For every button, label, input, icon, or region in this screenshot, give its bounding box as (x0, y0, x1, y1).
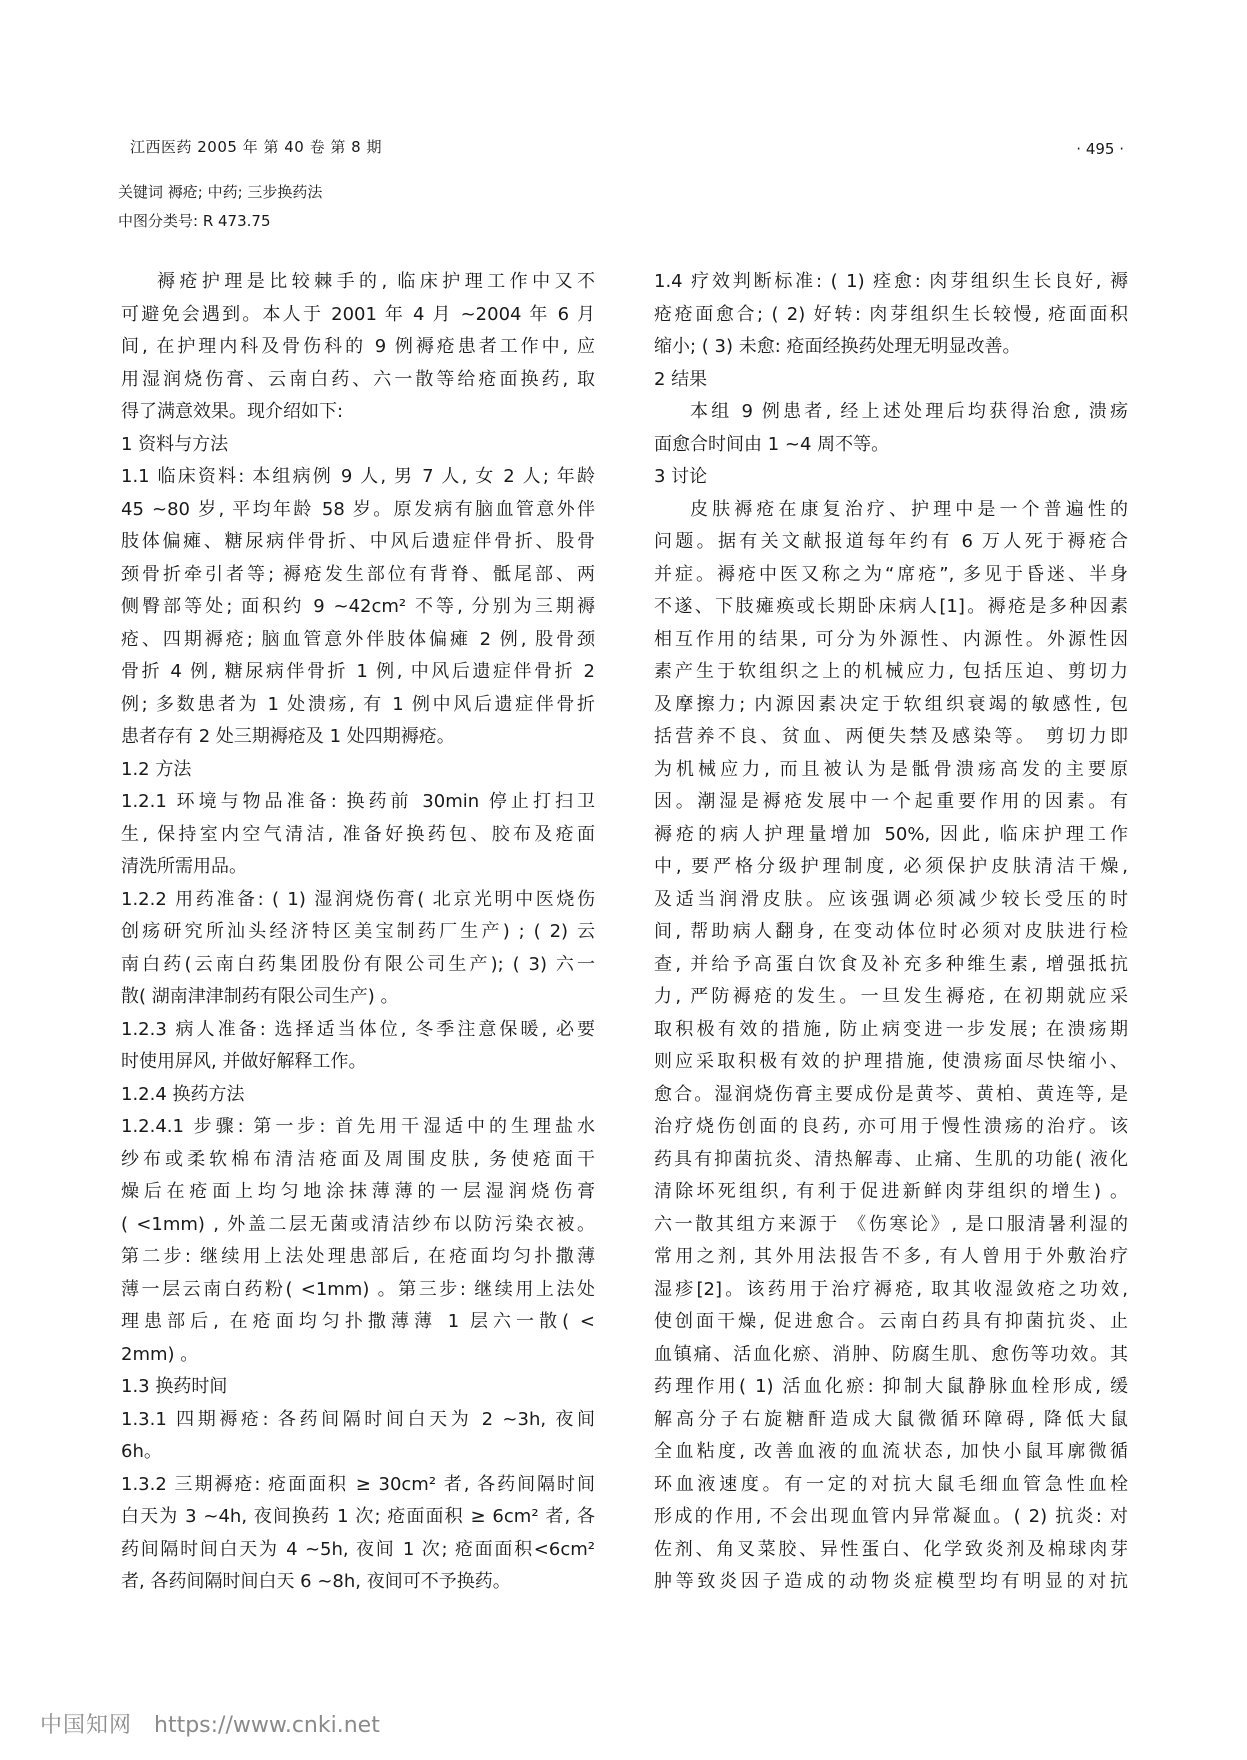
journal-header: 江西医药 2005 年 第 40 卷 第 8 期 (130, 138, 382, 156)
text-line: 湿疹[2]。该药用于治疗褥疮, 取其收湿敛疮之功效, (654, 1278, 1128, 1300)
text-line: 2mm) 。 (121, 1343, 199, 1365)
text-line: 第二步: 继续用上法处理患部后, 在疮面均匀扑撒薄 (121, 1246, 595, 1267)
text-line: 理患部后, 在疮面均匀扑撒薄薄 1 层六一散( < (121, 1311, 595, 1332)
text-line: 肢体偏瘫、糖尿病伴骨折、中风后遗症伴骨折、股骨 (121, 531, 595, 552)
text-line: 因。潮湿是褥疮发展中一个起重要作用的因素。有 (654, 791, 1128, 812)
text-line: 1.3.2 三期褥疮: 疮面面积 ≥ 30cm² 者, 各药间隔时间 (121, 1473, 595, 1495)
text-line: 1.4 疗效判断标准: ( 1) 痊愈: 肉芽组织生长良好, 褥 (654, 271, 1128, 292)
text-line: 佐剂、角叉菜胶、异性蛋白、化学致炎剂及棉球肉芽 (654, 1538, 1128, 1560)
text-line: 中, 要严格分级护理制度, 必须保护皮肤清洁干燥, (654, 856, 1128, 877)
text-line: 可避免会遇到。本人于 2001 年 4 月 ~2004 年 6 月 (121, 303, 595, 325)
text-line: 六一散其组方来源于 《伤寒论》, 是口服清暑利湿的 (654, 1213, 1128, 1235)
text-line: 纱布或柔软棉布清洁疮面及周围皮肤, 务使疮面干 (121, 1148, 595, 1170)
text-line: 1.1 临床资料: 本组病例 9 人, 男 7 人, 女 2 人; 年龄 (121, 466, 595, 487)
text-line: 则应采取积极有效的护理措施, 使溃疡面尽快缩小、 (654, 1051, 1128, 1072)
text-line: 肿等致炎因子造成的动物炎症模型均有明显的对抗 (654, 1571, 1128, 1592)
text-line: 疮疮面愈合; ( 2) 好转: 肉芽组织生长较慢, 疮面面积 (654, 303, 1128, 325)
text-line: 1.2.3 病人准备: 选择适当体位, 冬季注意保暖, 必要 (121, 1018, 595, 1040)
text-line: 时使用屏风, 并做好解释工作。 (121, 1051, 367, 1072)
text-line: 血镇痛、活血化瘀、消肿、防腐生肌、愈伤等功效。其 (654, 1343, 1128, 1365)
text-line: 使创面干燥, 促进愈合。云南白药具有抑菌抗炎、止 (654, 1311, 1128, 1332)
text-line: 45 ~80 岁, 平均年龄 58 岁。原发病有脑血管意外伴 (121, 498, 595, 520)
text-line: 燥后在疮面上均匀地涂抹薄薄的一层湿润烧伤膏 (121, 1181, 595, 1202)
text-line: 者, 各药间隔时间白天 6 ~8h, 夜间可不予换药。 (121, 1571, 511, 1592)
text-line: 相互作用的结果, 可分为外源性、内源性。外源性因 (654, 628, 1128, 650)
text-line: 2 结果 (654, 368, 708, 390)
text-line: 薄一层云南白药粉( <1mm) 。第三步: 继续用上法处 (121, 1278, 595, 1300)
text-line: 药理作用( 1) 活血化瘀: 抑制大鼠静脉血栓形成, 缓 (654, 1376, 1128, 1397)
right-column (654, 266, 1128, 1599)
text-line: 治疗烧伤创面的良药, 亦可用于慢性溃疡的治疗。该 (654, 1116, 1128, 1137)
text-line: 取积极有效的措施, 防止病变进一步发展; 在溃疡期 (654, 1018, 1128, 1040)
text-line: 褥疮的病人护理量增加 50%, 因此, 临床护理工作 (654, 823, 1128, 845)
text-line: 药间隔时间白天为 4 ~5h, 夜间 1 次; 疮面面积<6cm² (121, 1538, 595, 1560)
text-line: 解高分子右旋糖酐造成大鼠微循环障碍, 降低大鼠 (654, 1408, 1128, 1430)
watermark-brand: 中国知网 (40, 1713, 133, 1738)
text-line: 清洗所需用品。 (121, 856, 247, 877)
text-line: 创疡研究所汕头经济特区美宝制药厂生产) ; ( 2) 云 (121, 921, 595, 942)
text-line: 侧臀部等处; 面积约 9 ~42cm² 不等, 分别为三期褥 (121, 596, 595, 617)
text-line: 为机械应力, 而且被认为是骶骨溃疡高发的主要原 (654, 758, 1128, 780)
text-line: 3 讨论 (654, 466, 708, 487)
text-line: 环血液速度。有一定的对抗大鼠毛细血管急性血栓 (654, 1473, 1128, 1495)
text-line: 散( 湖南津津制药有限公司生产) 。 (121, 986, 399, 1007)
left-column (121, 266, 595, 1599)
text-line: 间, 在护理内科及骨伤科的 9 例褥疮患者工作中, 应 (121, 336, 595, 357)
text-line: 及摩擦力; 内源因素决定于软组织衰竭的敏感性, 包 (654, 693, 1128, 715)
text-line: 及适当润滑皮肤。应该强调必须减少较长受压的时 (654, 888, 1128, 910)
text-line: 药具有抑菌抗炎、清热解毒、止痛、生肌的功能( 液化 (654, 1148, 1128, 1170)
text-line: 全血粘度, 改善血液的血流状态, 加快小鼠耳廓微循 (654, 1441, 1128, 1462)
text-line: 患者存有 2 处三期褥疮及 1 处四期褥疮。 (121, 726, 455, 747)
text-line: 1.2.4.1 步骤: 第一步: 首先用干湿适中的生理盐水 (121, 1116, 595, 1137)
text-line: 清除坏死组织, 有利于促进新鲜肉芽组织的增生) 。 (654, 1181, 1128, 1202)
text-line: 褥疮护理是比较棘手的, 临床护理工作中又不 (157, 271, 595, 292)
text-line: 问题。据有关文献报道每年约有 6 万人死于褥疮合 (654, 531, 1128, 552)
text-line: 南白药(云南白药集团股份有限公司生产); ( 3) 六一 (121, 953, 595, 975)
text-line: 1 资料与方法 (121, 433, 229, 455)
text-line: 1.2.1 环境与物品准备: 换药前 30min 停止打扫卫 (121, 791, 595, 812)
text-line: ( <1mm) , 外盖二层无菌或清洁纱布以防污染衣被。 (121, 1213, 595, 1235)
text-line: 1.3 换药时间 (121, 1376, 228, 1397)
text-line: 缩小; ( 3) 未愈: 疮面经换药处理无明显改善。 (654, 336, 1021, 357)
text-line: 愈合。湿润烧伤膏主要成份是黄芩、黄柏、黄连等, 是 (654, 1083, 1128, 1105)
text-line: 查, 并给予高蛋白饮食及补充多种维生素, 增强抵抗 (654, 953, 1128, 975)
text-line: 得了满意效果。现介绍如下: (121, 401, 344, 422)
text-line: 间, 帮助病人翻身, 在变动体位时必须对皮肤进行检 (654, 921, 1128, 942)
text-line: 白天为 3 ~4h, 夜间换药 1 次; 疮面面积 ≥ 6cm² 者, 各 (121, 1506, 595, 1527)
cnki-watermark (40, 1708, 380, 1739)
watermark-url: https://www.cnki.net (154, 1713, 380, 1738)
text-line: 1.3.1 四期褥疮: 各药间隔时间白天为 2 ~3h, 夜间 (121, 1408, 595, 1430)
text-line: 面愈合时间由 1 ~4 周不等。 (654, 433, 890, 455)
text-line: 疮、四期褥疮; 脑血管意外伴肢体偏瘫 2 例, 股骨颈 (121, 628, 595, 650)
text-line: 6h。 (121, 1441, 162, 1462)
text-line: 形成的作用, 不会出现血管内异常凝血。( 2) 抗炎: 对 (654, 1506, 1128, 1527)
text-line: 皮肤褥疮在康复治疗、护理中是一个普遍性的 (690, 498, 1128, 520)
text-line: 素产生于软组织之上的机械应力, 包括压迫、剪切力 (654, 661, 1128, 682)
text-line: 颈骨折牵引者等; 褥疮发生部位有背脊、骶尾部、两 (121, 563, 595, 585)
text-line: 1.2.2 用药准备: ( 1) 湿润烧伤膏( 北京光明中医烧伤 (121, 888, 595, 910)
text-line: 不遂、下肢瘫痪或长期卧床病人[1]。褥疮是多种因素 (654, 596, 1128, 617)
keywords-line: 关键词 褥疮; 中药; 三步换药法 (118, 183, 323, 201)
text-line: 常用之剂, 其外用法报告不多, 有人曾用于外敷治疗 (654, 1246, 1128, 1267)
text-line: 力, 严防褥疮的发生。一旦发生褥疮, 在初期就应采 (654, 986, 1128, 1007)
text-line: 生, 保持室内空气清洁, 准备好换药包、胶布及疮面 (121, 823, 595, 845)
text-line: 1.2.4 换药方法 (121, 1083, 245, 1105)
text-line: 并症。褥疮中医又称之为“席疮”, 多见于昏迷、半身 (654, 563, 1128, 585)
text-line: 本组 9 例患者, 经上述处理后均获得治愈, 溃疡 (690, 401, 1128, 422)
text-line: 例; 多数患者为 1 处溃疡, 有 1 例中风后遗症伴骨折 (121, 693, 595, 715)
text-line: 括营养不良、贫血、两便失禁及感染等。 剪切力即 (654, 726, 1128, 747)
classification-line: 中图分类号: R 473.75 (118, 212, 271, 230)
page-number: · 495 · (1076, 140, 1124, 158)
text-line: 骨折 4 例, 糖尿病伴骨折 1 例, 中风后遗症伴骨折 2 (121, 661, 595, 682)
text-line: 1.2 方法 (121, 758, 192, 780)
text-line: 用湿润烧伤膏、云南白药、六一散等给疮面换药, 取 (121, 368, 595, 390)
